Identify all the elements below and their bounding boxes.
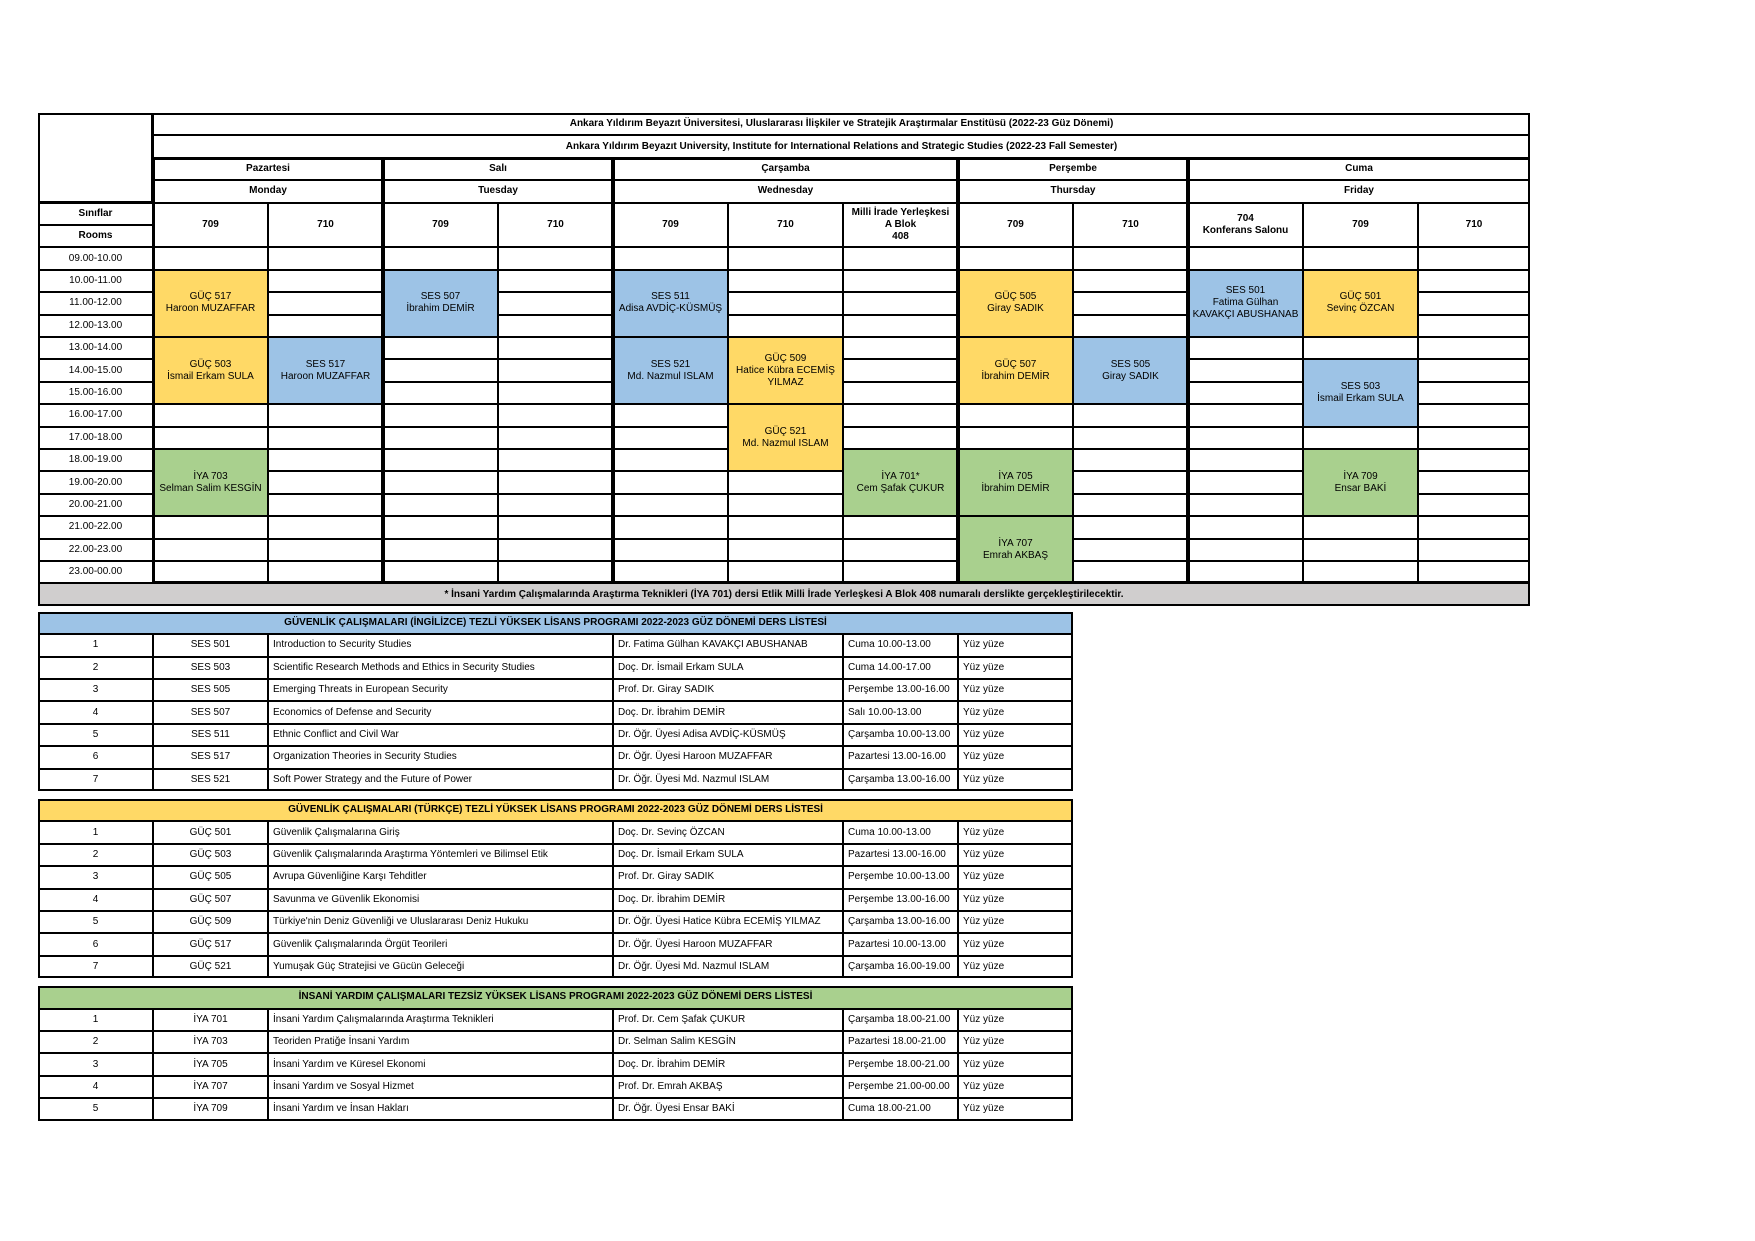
list-0-row-0-col-4: Cuma 10.00-13.00 [843,634,958,656]
list-2-row-1-col-0: 2 [38,1031,153,1053]
list-1-row-5-col-1: GÜÇ 517 [153,933,268,955]
grid-cell-border [1188,158,1530,584]
list-1-row-0-col-3: Doç. Dr. Sevinç ÖZCAN [613,821,843,843]
grid-cell-border [38,799,1073,978]
list-0-row-6-col-5: Yüz yüze [958,769,1073,791]
list-0-row-0-col-0: 1 [38,634,153,656]
list-0-row-5-col-5: Yüz yüze [958,746,1073,768]
list-0-row-1-col-3: Doç. Dr. İsmail Erkam SULA [613,657,843,679]
course-block-iya: İYA 709 Ensar BAKİ [1303,449,1418,516]
list-1-row-0-col-4: Cuma 10.00-13.00 [843,821,958,843]
course-block-ses: SES 511 Adisa AVDİÇ-KÜSMÜŞ [613,270,728,337]
list-1-row-3-col-1: GÜÇ 507 [153,889,268,911]
course-block-ses: SES 503 İsmail Erkam SULA [1303,359,1418,426]
day-tr-4: Cuma [1345,162,1373,174]
room-2: 709 [432,218,449,230]
list-1-row-2-col-2: Avrupa Güvenliğine Karşı Tehditler [268,866,613,888]
list-0-row-0-col-1: SES 501 [153,634,268,656]
list-2-row-4-col-3: Dr. Öğr. Üyesi Ensar BAKİ [613,1098,843,1120]
list-0-row-4-col-4: Çarşamba 10.00-13.00 [843,724,958,746]
list-1-row-3-col-5: Yüz yüze [958,889,1073,911]
list-2-row-4-col-0: 5 [38,1098,153,1120]
list-1-row-4-col-2: Türkiye'nin Deniz Güvenliği ve Uluslararası Deniz Hukuku [268,911,613,933]
course-block-guc: GÜÇ 517 Haroon MUZAFFAR [153,270,268,337]
list-0-row-4-col-2: Ethnic Conflict and Civil War [268,724,613,746]
list-1-row-4-col-1: GÜÇ 509 [153,911,268,933]
day-en-0: Monday [249,185,287,197]
title-tr: Ankara Yıldırım Beyazıt Üniversitesi, Uluslararası İlişkiler ve Stratejik Araştırmalar Enstitüsü (2022-23 Güz Dönemi) [569,118,1114,130]
list-1-row-6-col-5: Yüz yüze [958,956,1073,978]
day-tr-2: Çarşamba [761,162,810,174]
room-4: 709 [662,218,679,230]
grid-cell-border [38,612,1073,791]
day-en-4: Friday [1343,185,1374,197]
list-0-row-1-col-2: Scientific Research Methods and Ethics in Security Studies [268,657,613,679]
list-0-row-6-col-1: SES 521 [153,769,268,791]
room-7: 709 [1007,218,1024,230]
grid-cell-border [613,158,958,584]
list-2-row-2-col-5: Yüz yüze [958,1053,1073,1075]
course-block-iya: İYA 701* Cem Şafak ÇUKUR [843,449,958,516]
list-0-row-2-col-2: Emerging Threats in European Security [268,679,613,701]
list-0-row-1-col-4: Cuma 14.00-17.00 [843,657,958,679]
list-1-row-3-col-4: Perşembe 13.00-16.00 [843,889,958,911]
day-tr-1: Salı [489,162,507,174]
room-5: 710 [777,218,794,230]
day-tr-0: Pazartesi [246,162,290,174]
list-1-row-1-col-5: Yüz yüze [958,844,1073,866]
list-2-row-4-col-4: Cuma 18.00-21.00 [843,1098,958,1120]
course-block-iya: İYA 705 İbrahim DEMİR [958,449,1073,516]
list-1-row-4-col-5: Yüz yüze [958,911,1073,933]
time-slot-1: 10.00-11.00 [69,274,122,286]
list-1-row-1-col-3: Doç. Dr. İsmail Erkam SULA [613,844,843,866]
list-0-row-3-col-3: Doç. Dr. İbrahim DEMİR [613,701,843,723]
list-2-row-2-col-2: İnsani Yardım ve Küresel Ekonomi [268,1053,613,1075]
day-en-3: Thursday [1050,185,1096,197]
day-en-1: Tuesday [478,185,518,197]
list-0-row-4-col-3: Dr. Öğr. Üyesi Adisa AVDİÇ-KÜSMÜŞ [613,724,843,746]
room-3: 710 [547,218,564,230]
list-2-row-0-col-2: İnsani Yardım Çalışmalarında Araştırma Teknikleri [268,1009,613,1031]
list-1-row-1-col-2: Güvenlik Çalışmalarında Araştırma Yöntemleri ve Bilimsel Etik [268,844,613,866]
list-2-row-3-col-1: İYA 707 [153,1076,268,1098]
grid-cell-border [958,158,1188,584]
list-0-row-3-col-0: 4 [38,701,153,723]
list-1-row-2-col-5: Yüz yüze [958,866,1073,888]
rooms-label: Rooms [78,230,113,242]
list-1-row-6-col-0: 7 [38,956,153,978]
classes-label: Sınıflar [78,207,113,219]
room-10: 709 [1352,218,1369,230]
list-1-row-0-col-1: GÜÇ 501 [153,821,268,843]
list-2-row-3-col-0: 4 [38,1076,153,1098]
course-block-guc: GÜÇ 505 Giray SADIK [958,270,1073,337]
course-block-iya: İYA 707 Emrah AKBAŞ [958,516,1073,583]
list-0-row-6-col-2: Soft Power Strategy and the Future of Power [268,769,613,791]
list-1-row-4-col-0: 5 [38,911,153,933]
list-0-row-1-col-5: Yüz yüze [958,657,1073,679]
list-1-row-0-col-5: Yüz yüze [958,821,1073,843]
grid-cell-border [153,158,383,584]
list-1-row-2-col-0: 3 [38,866,153,888]
time-slot-12: 21.00-22.00 [68,521,123,533]
list-1-row-4-col-4: Çarşamba 13.00-16.00 [843,911,958,933]
list-0-row-6-col-0: 7 [38,769,153,791]
time-slot-4: 13.00-14.00 [68,342,123,354]
list-1-row-5-col-5: Yüz yüze [958,933,1073,955]
list-0-row-0-col-3: Dr. Fatima Gülhan KAVAKÇI ABUSHANAB [613,634,843,656]
time-slot-6: 15.00-16.00 [68,386,123,398]
list-2-row-2-col-4: Perşembe 18.00-21.00 [843,1053,958,1075]
list-0-row-2-col-0: 3 [38,679,153,701]
time-slot-9: 18.00-19.00 [68,454,123,466]
list-0-row-5-col-2: Organization Theories in Security Studies [268,746,613,768]
list-1-row-1-col-4: Pazartesi 13.00-16.00 [843,844,958,866]
list-0-row-3-col-2: Economics of Defense and Security [268,701,613,723]
list-title-2: İNSANİ YARDIM ÇALIŞMALARI TEZSİZ YÜKSEK LİSANS PROGRAMI 2022-2023 GÜZ DÖNEMİ DERS LİSTESİ [38,986,1073,1008]
grid-cell-border [383,158,613,584]
course-block-guc: GÜÇ 503 İsmail Erkam SULA [153,337,268,404]
room-8: 710 [1122,218,1139,230]
list-2-row-1-col-3: Dr. Selman Salim KESGİN [613,1031,843,1053]
list-0-row-3-col-1: SES 507 [153,701,268,723]
time-slot-7: 16.00-17.00 [68,409,123,421]
list-1-row-4-col-3: Dr. Öğr. Üyesi Hatice Kübra ECEMİŞ YILMAZ [613,911,843,933]
list-2-row-3-col-5: Yüz yüze [958,1076,1073,1098]
list-1-row-6-col-1: GÜÇ 521 [153,956,268,978]
day-tr-3: Perşembe [1049,162,1097,174]
list-0-row-6-col-4: Çarşamba 13.00-16.00 [843,769,958,791]
schedule-footnote: * İnsani Yardım Çalışmalarında Araştırma Teknikleri (İYA 701) dersi Etlik Milli İrade Yerleşkesi A Blok 408 numaralı derslikte gerçekleştirilecektir. [38,583,1530,605]
room-1: 710 [317,218,334,230]
list-0-row-4-col-5: Yüz yüze [958,724,1073,746]
course-block-guc: GÜÇ 507 İbrahim DEMİR [958,337,1073,404]
list-1-row-5-col-2: Güvenlik Çalışmalarında Örgüt Teorileri [268,933,613,955]
list-2-row-4-col-2: İnsani Yardım ve İnsan Hakları [268,1098,613,1120]
list-0-row-3-col-4: Salı 10.00-13.00 [843,701,958,723]
course-block-guc: GÜÇ 521 Md. Nazmul ISLAM [728,404,843,471]
list-1-row-5-col-3: Dr. Öğr. Üyesi Haroon MUZAFFAR [613,933,843,955]
course-block-ses: SES 505 Giray SADIK [1073,337,1188,404]
grid-cell-border [38,113,153,203]
time-slot-14: 23.00-00.00 [68,566,123,578]
list-1-row-6-col-3: Dr. Öğr. Üyesi Md. Nazmul ISLAM [613,956,843,978]
list-2-row-1-col-2: Teoriden Pratiğe İnsani Yardım [268,1031,613,1053]
title-en: Ankara Yıldırım Beyazıt University, Institute for International Relations and Strategic Studies (2022-23 Fall Semester) [565,140,1118,152]
list-0-row-6-col-3: Dr. Öğr. Üyesi Md. Nazmul ISLAM [613,769,843,791]
room-9: 704 Konferans Salonu [1202,212,1289,236]
list-1-row-6-col-4: Çarşamba 16.00-19.00 [843,956,958,978]
list-1-row-1-col-1: GÜÇ 503 [153,844,268,866]
course-block-ses: SES 521 Md. Nazmul ISLAM [613,337,728,404]
list-2-row-1-col-5: Yüz yüze [958,1031,1073,1053]
day-en-2: Wednesday [757,185,814,197]
grid-cell-border [38,986,1073,1120]
list-title-1: GÜVENLİK ÇALIŞMALARI (TÜRKÇE) TEZLİ YÜKSEK LİSANS PROGRAMI 2022-2023 GÜZ DÖNEMİ DERS LİSTESİ [38,799,1073,821]
room-0: 709 [202,218,219,230]
list-2-row-2-col-3: Doç. Dr. İbrahim DEMİR [613,1053,843,1075]
list-0-row-2-col-5: Yüz yüze [958,679,1073,701]
time-slot-2: 11.00-12.00 [69,297,122,309]
list-0-row-2-col-3: Prof. Dr. Giray SADIK [613,679,843,701]
time-slot-11: 20.00-21.00 [68,498,123,510]
course-block-guc: GÜÇ 509 Hatice Kübra ECEMİŞ YILMAZ [728,337,843,404]
list-2-row-2-col-0: 3 [38,1053,153,1075]
list-2-row-0-col-1: İYA 701 [153,1009,268,1031]
list-1-row-3-col-3: Doç. Dr. İbrahim DEMİR [613,889,843,911]
time-slot-13: 22.00-23.00 [68,543,123,555]
list-0-row-4-col-1: SES 511 [153,724,268,746]
list-0-row-2-col-1: SES 505 [153,679,268,701]
list-2-row-0-col-4: Çarşamba 18.00-21.00 [843,1009,958,1031]
list-0-row-3-col-5: Yüz yüze [958,701,1073,723]
list-2-row-4-col-5: Yüz yüze [958,1098,1073,1120]
course-block-ses: SES 517 Haroon MUZAFFAR [268,337,383,404]
list-0-row-5-col-4: Pazartesi 13.00-16.00 [843,746,958,768]
time-slot-8: 17.00-18.00 [68,431,123,443]
list-title-0: GÜVENLİK ÇALIŞMALARI (İNGİLİZCE) TEZLİ YÜKSEK LİSANS PROGRAMI 2022-2023 GÜZ DÖNEMİ DERS LİSTESİ [38,612,1073,634]
list-1-row-5-col-4: Pazartesi 10.00-13.00 [843,933,958,955]
course-block-ses: SES 501 Fatima Gülhan KAVAKÇI ABUSHANAB [1188,270,1303,337]
list-2-row-3-col-3: Prof. Dr. Emrah AKBAŞ [613,1076,843,1098]
list-1-row-2-col-3: Prof. Dr. Giray SADIK [613,866,843,888]
time-slot-0: 09.00-10.00 [68,252,123,264]
list-2-row-0-col-5: Yüz yüze [958,1009,1073,1031]
course-block-guc: GÜÇ 501 Sevinç ÖZCAN [1303,270,1418,337]
list-1-row-0-col-2: Güvenlik Çalışmalarına Giriş [268,821,613,843]
list-0-row-4-col-0: 5 [38,724,153,746]
room-6: Milli İrade Yerleşkesi A Blok 408 [851,206,950,242]
list-2-row-0-col-3: Prof. Dr. Cem Şafak ÇUKUR [613,1009,843,1031]
list-1-row-5-col-0: 6 [38,933,153,955]
list-0-row-5-col-0: 6 [38,746,153,768]
list-0-row-0-col-2: Introduction to Security Studies [268,634,613,656]
list-0-row-5-col-1: SES 517 [153,746,268,768]
list-0-row-2-col-4: Perşembe 13.00-16.00 [843,679,958,701]
list-1-row-3-col-2: Savunma ve Güvenlik Ekonomisi [268,889,613,911]
list-0-row-1-col-1: SES 503 [153,657,268,679]
list-1-row-2-col-4: Perşembe 10.00-13.00 [843,866,958,888]
list-1-row-1-col-0: 2 [38,844,153,866]
list-2-row-3-col-2: İnsani Yardım ve Sosyal Hizmet [268,1076,613,1098]
list-2-row-4-col-1: İYA 709 [153,1098,268,1120]
list-1-row-0-col-0: 1 [38,821,153,843]
list-2-row-2-col-1: İYA 705 [153,1053,268,1075]
list-0-row-5-col-3: Dr. Öğr. Üyesi Haroon MUZAFFAR [613,746,843,768]
list-2-row-3-col-4: Perşembe 21.00-00.00 [843,1076,958,1098]
time-slot-5: 14.00-15.00 [68,364,123,376]
list-0-row-1-col-0: 2 [38,657,153,679]
list-2-row-1-col-1: İYA 703 [153,1031,268,1053]
time-slot-3: 12.00-13.00 [68,319,123,331]
course-block-ses: SES 507 İbrahim DEMİR [383,270,498,337]
list-2-row-0-col-0: 1 [38,1009,153,1031]
list-0-row-0-col-5: Yüz yüze [958,634,1073,656]
list-1-row-3-col-0: 4 [38,889,153,911]
room-11: 710 [1465,218,1483,230]
list-1-row-6-col-2: Yumuşak Güç Stratejisi ve Gücün Geleceği [268,956,613,978]
time-slot-10: 19.00-20.00 [68,476,123,488]
list-2-row-1-col-4: Pazartesi 18.00-21.00 [843,1031,958,1053]
course-block-iya: İYA 703 Selman Salim KESGİN [153,449,268,516]
list-1-row-2-col-1: GÜÇ 505 [153,866,268,888]
